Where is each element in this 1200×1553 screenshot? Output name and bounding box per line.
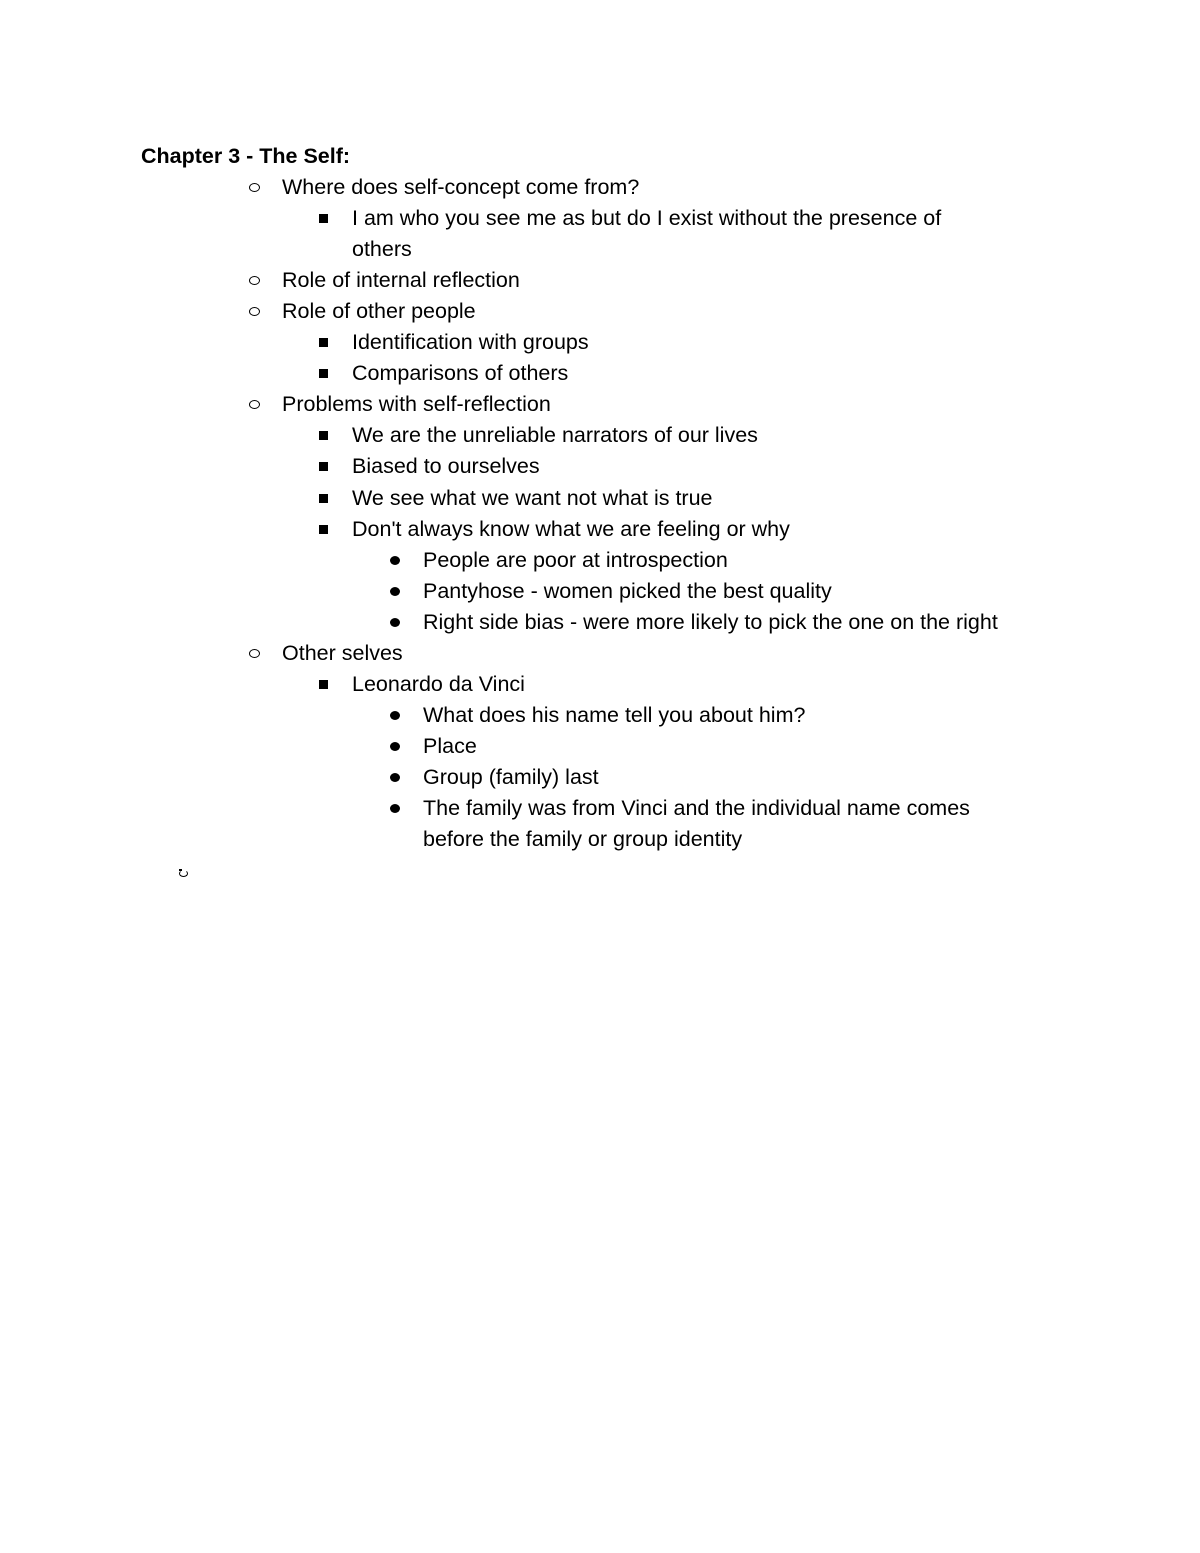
filled-circle-bullet-icon <box>390 742 400 751</box>
square-bullet-icon <box>319 338 328 347</box>
square-bullet-icon <box>319 369 328 378</box>
list-item: We see what we want not what is true <box>352 485 713 510</box>
square-bullet-icon <box>319 494 328 503</box>
list-item: Place <box>423 733 477 758</box>
stray-circle-icon <box>179 870 188 877</box>
list-item: Identification with groups <box>352 330 589 355</box>
list-item: People are poor at introspection <box>423 547 728 572</box>
list-item: Other selves <box>282 640 403 665</box>
page-title: Chapter 3 - The Self: <box>141 144 351 168</box>
list-item: Don't always know what we are feeling or why <box>352 516 790 541</box>
list-item: Role of internal reflection <box>282 268 520 293</box>
list-item: Comparisons of others <box>352 361 569 386</box>
square-bullet-icon <box>319 462 328 471</box>
filled-circle-bullet-icon <box>390 773 400 782</box>
filled-circle-bullet-icon <box>390 804 400 813</box>
square-bullet-icon <box>319 525 328 534</box>
hollow-circle-bullet-icon <box>249 649 260 658</box>
list-item: Pantyhose - women picked the best quality <box>423 578 832 603</box>
list-item: others <box>352 237 412 262</box>
filled-circle-bullet-icon <box>390 618 400 627</box>
hollow-circle-bullet-icon <box>249 276 260 285</box>
filled-circle-bullet-icon <box>390 711 400 720</box>
hollow-circle-bullet-icon <box>249 400 260 409</box>
square-bullet-icon <box>319 214 328 223</box>
square-bullet-icon <box>319 431 328 440</box>
hollow-circle-bullet-icon <box>249 307 260 316</box>
stray-circle-dot-icon <box>179 869 182 871</box>
list-item: Right side bias - were more likely to pick the one on the right <box>423 609 998 634</box>
list-item: Role of other people <box>282 299 476 324</box>
filled-circle-bullet-icon <box>390 556 400 565</box>
list-item: What does his name tell you about him? <box>423 702 806 727</box>
list-item: Biased to ourselves <box>352 454 540 479</box>
list-item: Leonardo da Vinci <box>352 671 525 696</box>
filled-circle-bullet-icon <box>390 587 400 596</box>
hollow-circle-bullet-icon <box>249 183 260 192</box>
list-item: Problems with self-reflection <box>282 392 551 417</box>
list-item: Group (family) last <box>423 764 599 789</box>
list-item: before the family or group identity <box>423 827 743 852</box>
square-bullet-icon <box>319 680 328 689</box>
list-item: Where does self-concept come from? <box>282 175 640 199</box>
list-item: I am who you see me as but do I exist without the presence of <box>352 206 942 231</box>
list-item: We are the unreliable narrators of our lives <box>352 423 758 448</box>
list-item: The family was from Vinci and the individual name comes <box>423 796 970 820</box>
